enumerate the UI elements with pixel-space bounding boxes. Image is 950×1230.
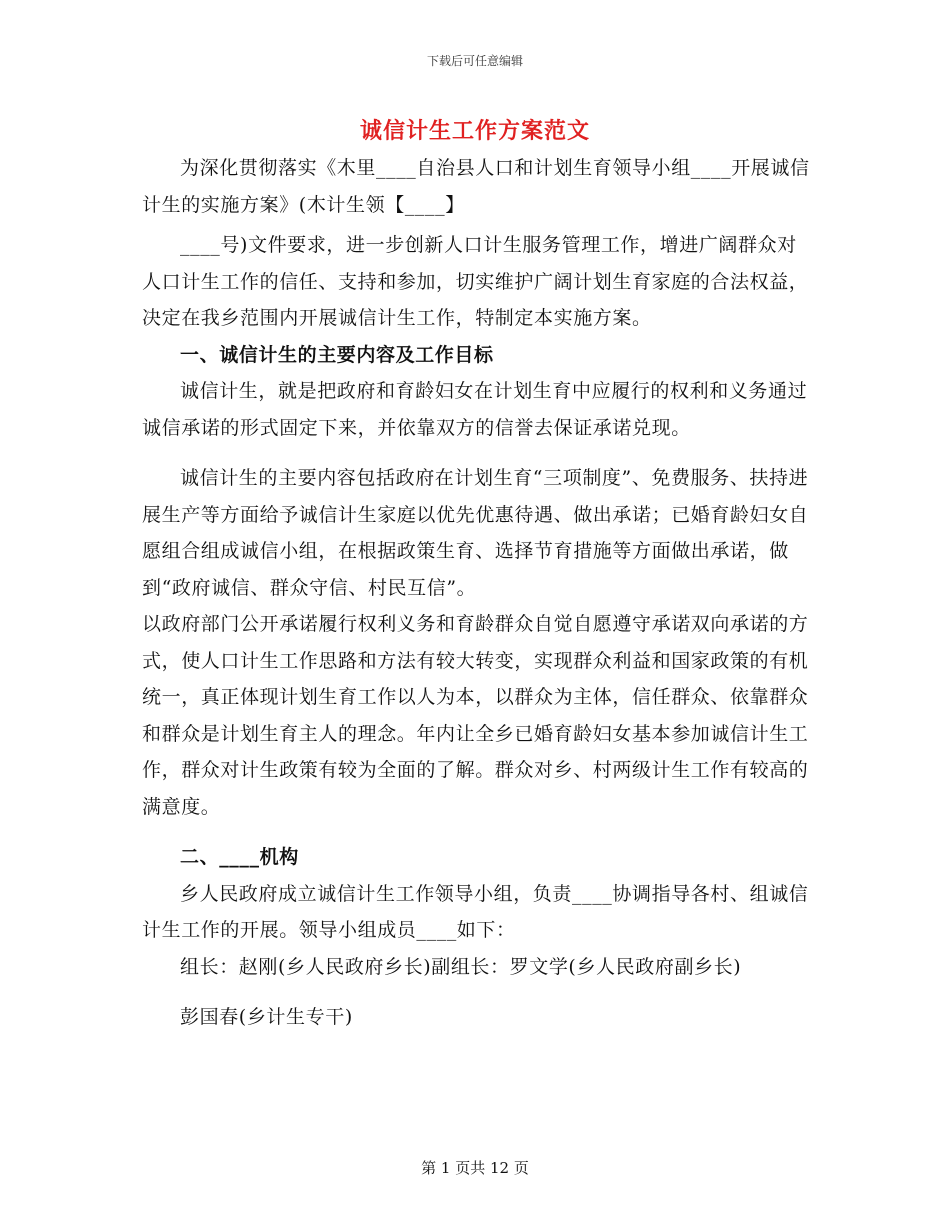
document-title: 诚信计生工作方案范文: [359, 118, 590, 144]
paragraph-intro: 为深化贯彻落实《木里____自治县人口和计划生育领导小组____开展诚信计生的实施方案》(木计生领【____】: [142, 157, 810, 216]
page-footer: 第 1 页共 12 页: [421, 1159, 529, 1177]
paragraph-organization: 乡人民政府成立诚信计生工作领导小组，负责____协调指导各村、组诚信计生工作的开展。领导小组成员____如下：: [142, 882, 809, 941]
section-heading-2: 二、____机构: [180, 846, 299, 868]
page-header: 下载后可任意编辑: [426, 54, 523, 68]
paragraph-goals: 以政府部门公开承诺履行权利义务和育龄群众自觉自愿遵守承诺双向承诺的方式，使人口计生工作思路和方法有较大转变，实现群众利益和国家政策的有机统一，真正体现计划生育工作以人为本，以群众为主体，信任群众、依靠群众和群众是计划生育主人的理念。年内让全乡已婚育龄妇女基本参加诚信计生工作，群众对计生政策有较为全面的了解。群众对乡、村两级计生工作有较高的满意度。: [142, 613, 809, 818]
section-heading-1: 一、诚信计生的主要内容及工作目标: [180, 343, 494, 366]
paragraph-member: 彭国春(乡计生专干): [180, 1006, 353, 1028]
paragraph-definition: 诚信计生，就是把政府和育龄妇女在计划生育中应履行的权利和义务通过诚信承诺的形式固定下来，并依靠双方的信誉去保证承诺兑现。: [142, 380, 808, 439]
document-body: [142, 150, 810, 1036]
paragraph-main-content: 诚信计生的主要内容包括政府在计划生育“三项制度”、免费服务、扶持进展生产等方面给予诚信计生家庭以优先优惠待遇、做出承诺；已婚育龄妇女自愿组合组成诚信小组，在根据政策生育、选择节育措施等方面做出承诺，做到“政府诚信、群众守信、村民互信”。: [142, 467, 809, 599]
paragraph-intro-cont: ____号)文件要求，进一步创新人口计生服务管理工作，增进广阔群众对人口计生工作的信任、支持和参加，切实维护广阔计划生育家庭的合法权益，决定在我乡范围内开展诚信计生工作，特制定本实施方案。: [142, 234, 809, 329]
paragraph-leaders: 组长：赵刚(乡人民政府乡长)副组长：罗文学(乡人民政府副乡长): [180, 955, 742, 978]
